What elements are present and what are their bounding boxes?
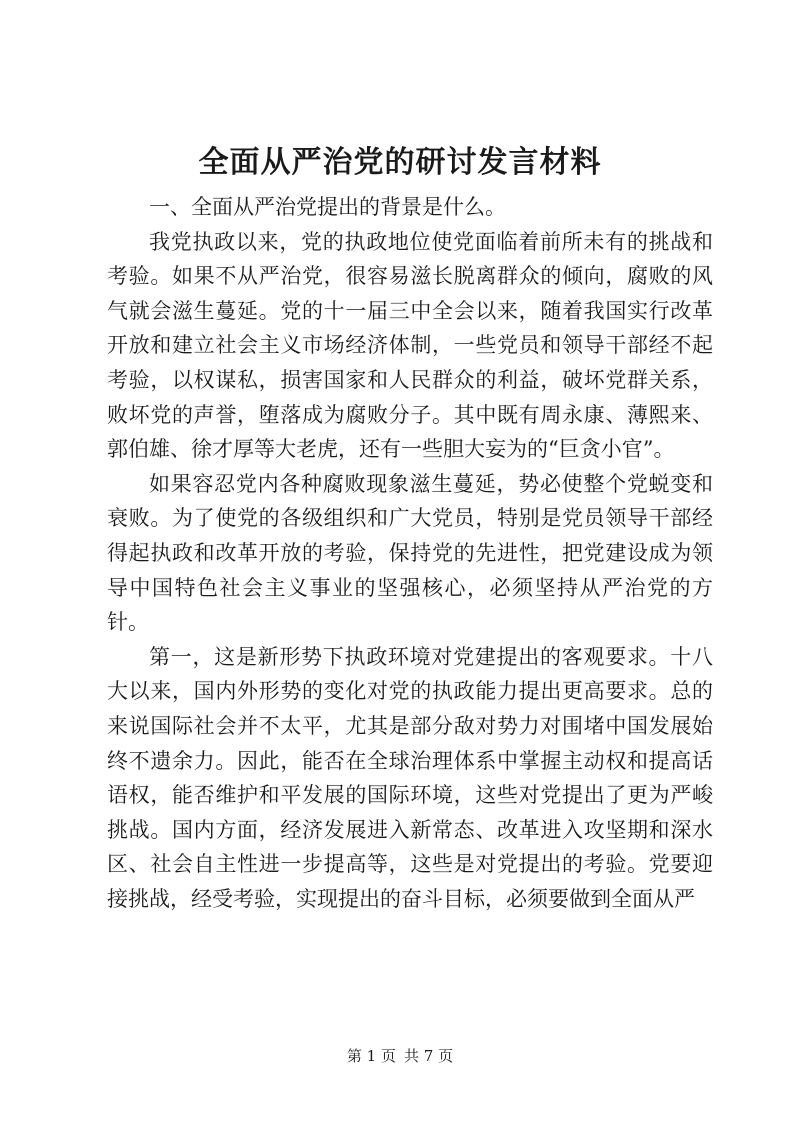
paragraph-2: 如果容忍党内各种腐败现象滋生蔓延，势必使整个党蜕变和衰败。为了使党的各级组织和广大党员，特别是党员领导干部经得起执政和改革开放的考验，保持党的先进性，把党建设成为领导中国特色社会主义事业的坚强核心，必须坚持从严治党的方针。 bbox=[107, 471, 713, 635]
paragraph-1: 我党执政以来，党的执政地位使党面临着前所未有的挑战和考验。如果不从严治党，很容易滋长脱离群众的倾向，腐败的风气就会滋生蔓延。党的十一届三中全会以来，随着我国实行改革开放和建立社会主义市场经济体制，一些党员和领导干部经不起考验，以权谋私，损害国家和人民群众的利益，破坏党群关系，败坏党的声誉，堕落成为腐败分子。其中既有周永康、薄熙来、郭伯雄、徐才厚等大老虎，还有一些胆大妄为的“巨贪小官”。 bbox=[107, 229, 713, 462]
page-footer bbox=[0, 1046, 800, 1066]
page-total: 共 7 页 bbox=[404, 1047, 454, 1065]
section-heading: 一、全面从严治党提出的背景是什么。 bbox=[149, 195, 506, 219]
document-body bbox=[107, 190, 713, 916]
paragraph-3: 第一，这是新形势下执政环境对党建提出的客观要求。十八大以来，国内外形势的变化对党的执政能力提出更高要求。总的来说国际社会并不太平，尤其是部分敌对势力对围堵中国发展始终不遗余力。因此，能否在全球治理体系中掌握主动权和提高话语权，能否维护和平发展的国际环境，这些对党提出了更为严峻挑战。国内方面，经济发展进入新常态、改革进入攻坚期和深水区、社会自主性进一步提高等，这些是对党提出的考验。党要迎接挑战，经受考验，实现提出的奋斗目标，必须要做到全面从严 bbox=[107, 644, 713, 911]
page-number: 第 1 页 bbox=[346, 1047, 396, 1065]
document-title: 全面从严治党的研讨发言材料 bbox=[198, 145, 602, 180]
